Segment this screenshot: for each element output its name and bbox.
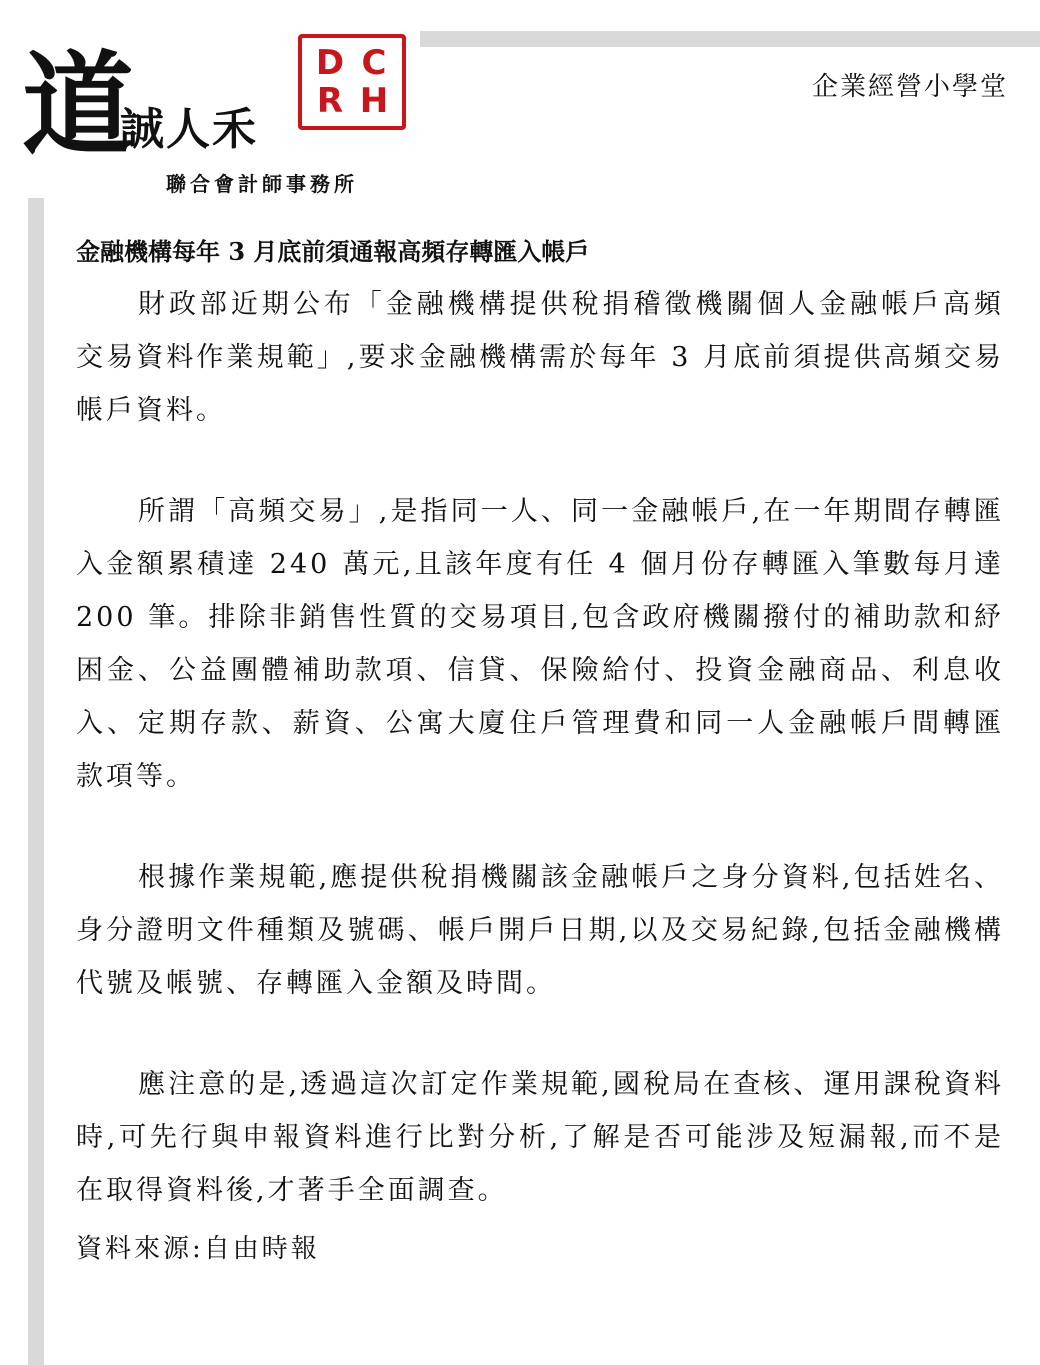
article-paragraph-4: 應注意的是,透過這次訂定作業規範,國稅局在查核、運用課稅資料時,可先行與申報資料進行比對分析,了解是否可能涉及短漏報,而不是在取得資料後,才著手全面調查。 (76, 1069, 1004, 1206)
article-paragraph-3: 根據作業規範,應提供稅捐機關該金融帳戶之身分資料,包括姓名、身分證明文件種類及號碼、帳戶開戶日期,以及交易紀錄,包括金融機構代號及帳號、存轉匯入金額及時間。 (76, 862, 1004, 999)
calligraphy-logo (14, 28, 314, 188)
article-title: 金融機構每年 3 月底前須通報高頻存轉匯入帳戶 (76, 237, 590, 266)
stamp-letter: R (316, 81, 344, 121)
stamp-letter: H (359, 81, 389, 121)
dcrh-stamp-logo (298, 34, 406, 130)
firm-logo (14, 28, 404, 196)
firm-name: 聯合會計師事務所 (166, 172, 358, 196)
logo-main-char: 道 (22, 40, 134, 171)
stamp-letter: C (361, 43, 387, 83)
article-paragraph-2: 所謂「高頻交易」,是指同一人、同一金融帳戶,在一年期間存轉匯入金額累積達 240 萬元,且該年度有任 4 個月份存轉匯入筆數每月達 200 筆。排除非銷售性質的交易項目,包含政府機關撥付的補助款和紓困金、公益團體補助款項、信貸、保險給付、投資金融商品、利息收入、定期存款、薪資、公寓大廈住戶管理費和同一人金融帳戶間轉匯款項等。 (76, 496, 1004, 792)
stamp-letter: D (315, 43, 345, 83)
logo-sub-chars: 誠人禾 (120, 104, 258, 155)
section-kicker: 企業經營小學堂 (811, 72, 1008, 102)
source-citation: 資料來源:自由時報 (76, 1234, 320, 1264)
article (76, 232, 1004, 1271)
left-decorative-bar (28, 198, 44, 1365)
top-decorative-bar (420, 31, 1040, 47)
article-paragraph-1: 財政部近期公布「金融機構提供稅捐稽徵機關個人金融帳戶高頻交易資料作業規範」,要求金融機構需於每年 3 月底前須提供高頻交易帳戶資料。 (76, 289, 1004, 426)
